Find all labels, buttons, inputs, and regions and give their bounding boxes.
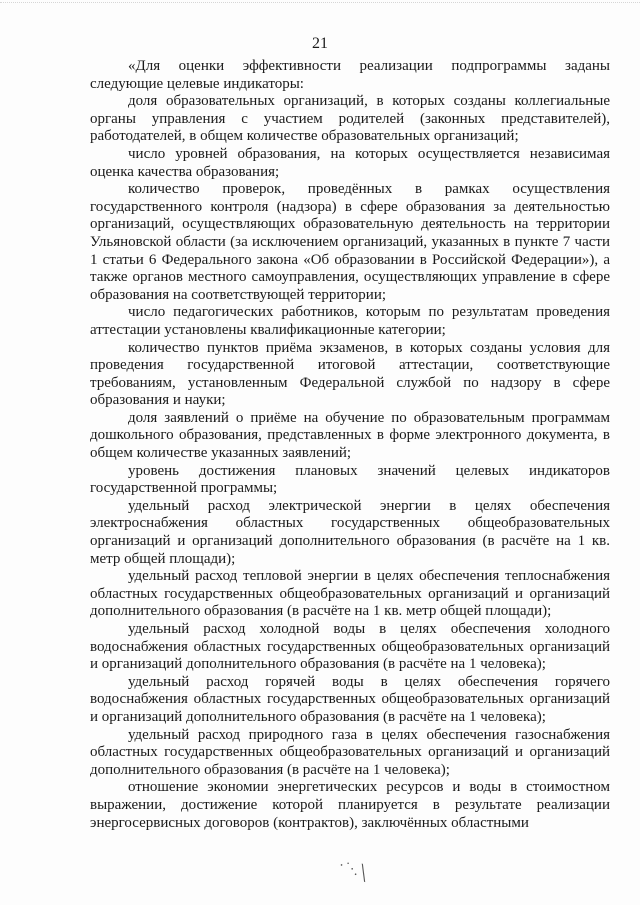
scan-artifact-dots: ·˙·.╲: [336, 858, 371, 883]
paragraph-intro: «Для оценки эффективности реализации подпрограммы заданы следующие целевые индикаторы:: [90, 58, 610, 92]
paragraph-indicator: количество пунктов приёма экзаменов, в которых созданы условия для проведения государственной итоговой аттестации, соответствующие требованиям, установленным Федеральной службой по надзору в сфере образования и науки;: [90, 339, 610, 409]
paragraph-indicator: удельный расход тепловой энергии в целях обеспечения теплоснабжения областных государственных общеобразовательных организаций и организаций дополнительного образования (в расчёте на 1 кв. метр общей площади);: [90, 568, 610, 620]
document-body: [90, 58, 610, 832]
page-number: 21: [312, 35, 328, 52]
paragraph-indicator: удельный расход природного газа в целях обеспечения газоснабжения областных государственных общеобразовательных организаций и организаций дополнительного образования (в расчёте на 1 человека);: [90, 726, 610, 778]
paragraph-indicator: удельный расход холодной воды в целях обеспечения холодного водоснабжения областных государственных общеобразовательных организаций и организаций дополнительного образования (в расчёте на 1 человека);: [90, 621, 610, 673]
paragraph-indicator: число педагогических работников, которым по результатам проведения аттестации установлены квалификационные категории;: [90, 304, 610, 338]
paragraph-indicator: удельный расход горячей воды в целях обеспечения горячего водоснабжения областных государственных общеобразовательных организаций и организаций дополнительного образования (в расчёте на 1 человека);: [90, 673, 610, 725]
paragraph-indicator: уровень достижения плановых значений целевых индикаторов государственной программы;: [90, 462, 610, 497]
paragraph-indicator: доля заявлений о приёме на обучение по образовательным программам дошкольного образования, представленных в форме электронного документа, в общем количестве указанных заявлений;: [90, 409, 610, 462]
paragraph-indicator: отношение экономии энергетических ресурсов и воды в стоимостном выражении, достижение которой планируется в результате реализации энергосервисных договоров (контрактов), заключённых областными: [90, 779, 610, 831]
scan-artifact-top: [0, 2, 640, 11]
paragraph-indicator: количество проверок, проведённых в рамках осуществления государственного контроля (надзора) в сфере образования за деятельностью организаций, осуществляющих образовательную деятельность на территории Ульяновской области (за исключением организаций, указанных в пункте 7 части 1 статьи 6 Федерального закона «Об образовании в Российской Федерации»), а также органов местного самоуправления, осуществляющих управление в сфере образования на соответствующей территории;: [90, 181, 610, 303]
paragraph-indicator: удельный расход электрической энергии в целях обеспечения электроснабжения областных государственных общеобразовательных организаций и организаций дополнительного образования (в расчёте на 1 кв. метр общей площади);: [90, 497, 610, 567]
paragraph-indicator: доля образовательных организаций, в которых созданы коллегиальные органы управления с участием родителей (законных представителей), работодателей, в общем количестве образовательных организаций;: [90, 93, 610, 145]
paragraph-indicator: число уровней образования, на которых осуществляется независимая оценка качества образования;: [90, 145, 610, 180]
